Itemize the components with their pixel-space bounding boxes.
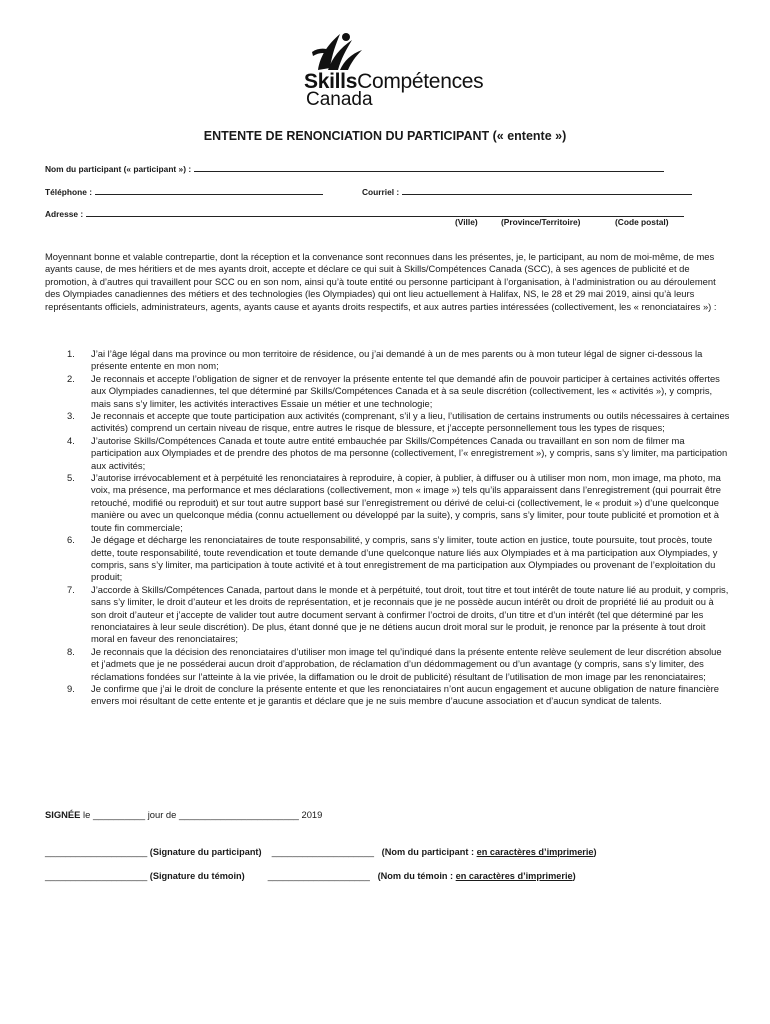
skills-canada-logo [304, 30, 484, 110]
participant-name-field[interactable] [45, 162, 664, 174]
participant-name-print-field[interactable]: ____________________ [271, 847, 374, 857]
participant-signature-label: (Signature du participant) [149, 847, 262, 857]
clause-text: Je confirme que j’ai le droit de conclure la présente entente et que les renonciataires n’ont aucun engagement et aucune obligation de nature financière envers moi résultant de cette entente et je garantis et déclare que je ne suis membre d’aucune association et d’aucun syndicat de talents. [91, 682, 720, 707]
witness-name-print-label: (Nom du témoin : en caractères d’imprimerie) [377, 871, 576, 881]
clause-number: 6. [67, 534, 75, 546]
clause-text: Je reconnais que la décision des renonciataires d’utiliser mon image tel qu’indiqué dans la présente entente relève seulement de leur discrétion absolue et j’admets que je ne posséderai aucun droit d’approbation, de réclamation d’un dédommagement ou d’un avantage (y compris, sans s’y limiter, des réclamations fondées sur l’atteinte à la vie privée, la diffamation ou le droit de publicité) résultant de l’utilisation de mon image par les renonciataires; [91, 645, 722, 682]
email-field[interactable] [362, 185, 692, 197]
list-item [45, 534, 730, 584]
clause-number: 5. [67, 472, 75, 484]
list-item [45, 472, 730, 534]
witness-signature-label: (Signature du témoin) [149, 871, 245, 881]
clause-number: 4. [67, 434, 75, 446]
logo-wordmark: SkillsCompétences [304, 70, 484, 93]
participant-signature-field[interactable]: ____________________ [45, 847, 148, 857]
clause-text: Je dégage et décharge les renonciataires de toute responsabilité, y compris, sans s’y limiter, toute action en justice, toute poursuite, tout procès, toute dette, toute responsabilité, toute revendication et toute demande d’une quelconque nature liés aux Olympiades et à ma participation aux Olympiades, y compris, sans s’y limiter, ma participation à toute activité et à tout enregistrement de ma participation aux Olympiades ou provenant de l’exploitation du produit; [91, 534, 718, 583]
clause-text: Je reconnais et accepte l’obligation de signer et de renvoyer la présente entente tel que demandé afin de pouvoir participer à certaines activités offertes aux Olympiades canadiennes, tel que déterminé par Skills/Compétences Canada et à sa seule discrétion (collectivement, les « activités »), y compris, mais sans s’y limiter, les activités interactives Essaie un métier et une technologie; [91, 372, 720, 409]
intro-paragraph: Moyennant bonne et valable contrepartie, dont la réception et la convenance sont reconnues dans les présentes, je, le participant, au nom de moi-même, de mes ayants cause, de mes héritiers et de mes ayants droit, accepte et déclare ce qui suit à Skills/Compétences Canada (SCC), à ses agences de publicité et de promotion, à d’autres qui travaillent pour SCC ou en son nom, ainsi qu’à toute entité ou personne participant à l’organisation, à l’administration ou au déroulement des Olympiades canadiennes des métiers et des technologies (les Olympiades) qui ont lieu actuellement à Halifax, NS, le 28 et 29 mai 2019, ainsi qu’à leurs représentants officiels, administrateurs, agents, ayants cause et ayants droits respectifs, et aux autres parties intéressées (collectivement, les « renonciataires ») : [45, 251, 717, 312]
signed-label: SIGNÉE [45, 809, 81, 820]
clause-text: J’autorise irrévocablement et à perpétuité les renonciataires à reproduire, à copier, à publier, à diffuser ou à utiliser mon nom, mon image, ma photo, ma voix, ma présence, ma performance et mes déclarations (collectivement, mon « image ») tels qu’ils apparaissent dans l’enregistrement (qui pourrait être retouché, modifié ou reproduit) et sur tout autre support basé sur l’enregistrement ou dérivé de celui-ci (collectivement, le « produit ») d’une quelconque manière ou avec un quelconque média (connu actuellement ou développé par la suite), y compris, sans s’y limiter, pour toute publicité et promotion et à toute fin commerciale; [91, 472, 721, 533]
list-item [45, 435, 730, 472]
clause-number: 3. [67, 410, 75, 422]
clause-text: J’accorde à Skills/Compétences Canada, partout dans le monde et à perpétuité, tout droit, tout titre et tout intérêt de toute nature lié au produit, y compris, sans s’y limiter, le droit d’auteur et les droits de représentation, et je reconnais que je ne possède aucun intérêt ou droit de propriété lié au produit ou à son droit d’auteur et j’accepte de valider tout autre document servant à confirmer l’octroi de droits, d’un titre et d’un intérêt (tel que déterminé par les renonciataires à leur seule discrétion). De plus, étant donné que je ne détiens aucun droit moral sur le produit, je renonce par la présente à tout droit moral en faveur des renonciataires; [91, 583, 729, 645]
clauses-list [45, 348, 730, 708]
address-field[interactable] [45, 207, 684, 219]
clause-text: J’autorise Skills/Compétences Canada et toute autre entité embauchée par Skills/Compétences Canada ou travaillant en son nom de filmer ma participation aux Olympiades et de prendre des photos de ma personne (collectivement, l’« enregistrement »), y compris, sans s’y limiter, ma participation aux activités; [91, 434, 728, 471]
phone-label: Téléphone : [45, 187, 92, 197]
witness-signature-row [45, 871, 576, 881]
address-label: Adresse : [45, 209, 84, 219]
list-item [45, 410, 730, 435]
list-item [45, 373, 730, 410]
clause-number: 2. [67, 372, 75, 384]
signed-date-line[interactable] [45, 809, 322, 820]
signed-date-blanks: le __________ jour de _______________________ 2019 [83, 809, 323, 820]
page-title: ENTENTE DE RENONCIATION DU PARTICIPANT (« entente ») [203, 129, 567, 143]
phone-field[interactable] [45, 185, 323, 197]
city-label: (Ville) [455, 217, 478, 227]
postal-code-label: (Code postal) [615, 217, 669, 227]
participant-signature-row [45, 847, 597, 857]
clause-text: J’ai l’âge légal dans ma province ou mon territoire de résidence, ou j’ai demandé à un de mes parents ou à mon tuteur légal de signer ci-dessous la présente entente en mon nom; [91, 348, 703, 372]
clause-number: 8. [67, 645, 75, 657]
witness-name-print-field[interactable]: ____________________ [267, 871, 370, 881]
participant-name-label: Nom du participant (« participant ») : [45, 164, 192, 174]
clause-number: 7. [67, 583, 75, 595]
email-label: Courriel : [362, 187, 400, 197]
list-item [45, 646, 730, 683]
witness-signature-field[interactable]: ____________________ [45, 871, 148, 881]
province-label: (Province/Territoire) [501, 217, 581, 227]
clause-number: 1. [67, 348, 75, 359]
list-item [45, 584, 730, 646]
list-item [45, 348, 730, 373]
list-item [45, 683, 730, 708]
logo-wordmark-line2: Canada [306, 89, 373, 110]
clause-text: Je reconnais et accepte que toute participation aux activités (comprenant, s’il y a lieu, l’utilisation de certains instruments ou outils nécessaires à certaines activités) comprend un certain niveau de risque, entre autres le risque de blessure, et j’accepte personnellement tous les types de risques; [91, 410, 730, 434]
clause-number: 9. [67, 682, 75, 694]
participant-name-print-label: (Nom du participant : en caractères d’imprimerie) [381, 847, 597, 857]
skills-canada-figure-icon [310, 30, 366, 74]
